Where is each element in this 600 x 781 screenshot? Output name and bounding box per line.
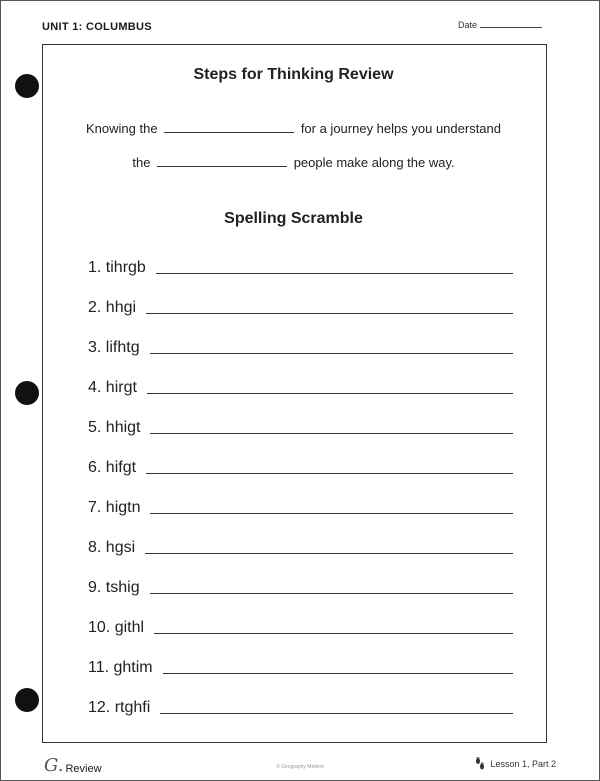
sentence-text: people make along the way. [293,155,455,170]
scramble-row [88,539,513,557]
steps-review-title: Steps for Thinking Review [193,66,394,83]
answer-line[interactable] [150,592,513,594]
scrambled-word: 1. tihrgb [88,259,146,276]
scrambled-word: 7. higtn [88,499,141,516]
answer-line[interactable] [156,272,513,274]
scramble-row [88,579,513,597]
footer-lesson [475,757,556,771]
binder-hole-middle [15,381,39,405]
binder-hole-bottom [15,688,39,712]
date-blank[interactable] [480,19,542,28]
answer-line[interactable] [146,312,513,314]
scramble-row [88,379,513,397]
scrambled-word: 9. tshig [88,579,140,596]
lesson-label: Lesson 1, Part 2 [490,759,556,769]
sentence-text: for a journey helps you understand [300,121,501,136]
scrambled-word: 3. lifhtg [88,339,140,356]
date-label: Date [458,20,478,30]
scramble-row [88,339,513,357]
answer-line[interactable] [160,712,513,714]
scrambled-word: 11. ghtim [88,659,153,676]
scrambled-word: 2. hhgi [88,299,137,316]
scramble-row [88,459,513,477]
scramble-row [88,259,513,277]
geography-logo: G. [44,755,64,776]
answer-line[interactable] [147,392,513,394]
scrambled-word: 4. hirgt [88,379,137,396]
scramble-row [88,299,513,317]
answer-line[interactable] [150,512,513,514]
scramble-row [88,619,513,637]
binder-hole-top [15,74,39,98]
scramble-row [88,419,513,437]
sentence-text: Knowing the [86,121,158,136]
review-sentence-line1 [42,120,545,136]
answer-line[interactable] [150,432,513,434]
footprints-icon [475,757,485,771]
answer-line[interactable] [154,632,513,634]
date-field[interactable] [458,19,542,30]
fill-blank-1[interactable] [164,120,294,133]
review-sentence-line2 [42,154,545,170]
scrambled-word: 8. hgsi [88,539,136,556]
answer-line[interactable] [145,552,513,554]
scrambled-word: 10. githl [88,619,145,636]
scramble-row [88,699,513,717]
scrambled-word: 12. rtghfi [88,699,151,716]
scramble-row [88,659,513,677]
answer-line[interactable] [163,672,513,674]
review-label: Review [65,763,102,775]
scrambled-word: 5. hhigt [88,419,141,436]
scramble-row [88,499,513,517]
sentence-text: the [132,155,151,170]
answer-line[interactable] [150,352,513,354]
answer-line[interactable] [146,472,513,474]
unit-title: UNIT 1: COLUMBUS [42,21,152,33]
scrambled-word: 6. hifgt [88,459,137,476]
spelling-scramble-title: Spelling Scramble [224,210,363,227]
copyright: © Geography Matters [276,764,324,770]
fill-blank-2[interactable] [157,154,287,167]
